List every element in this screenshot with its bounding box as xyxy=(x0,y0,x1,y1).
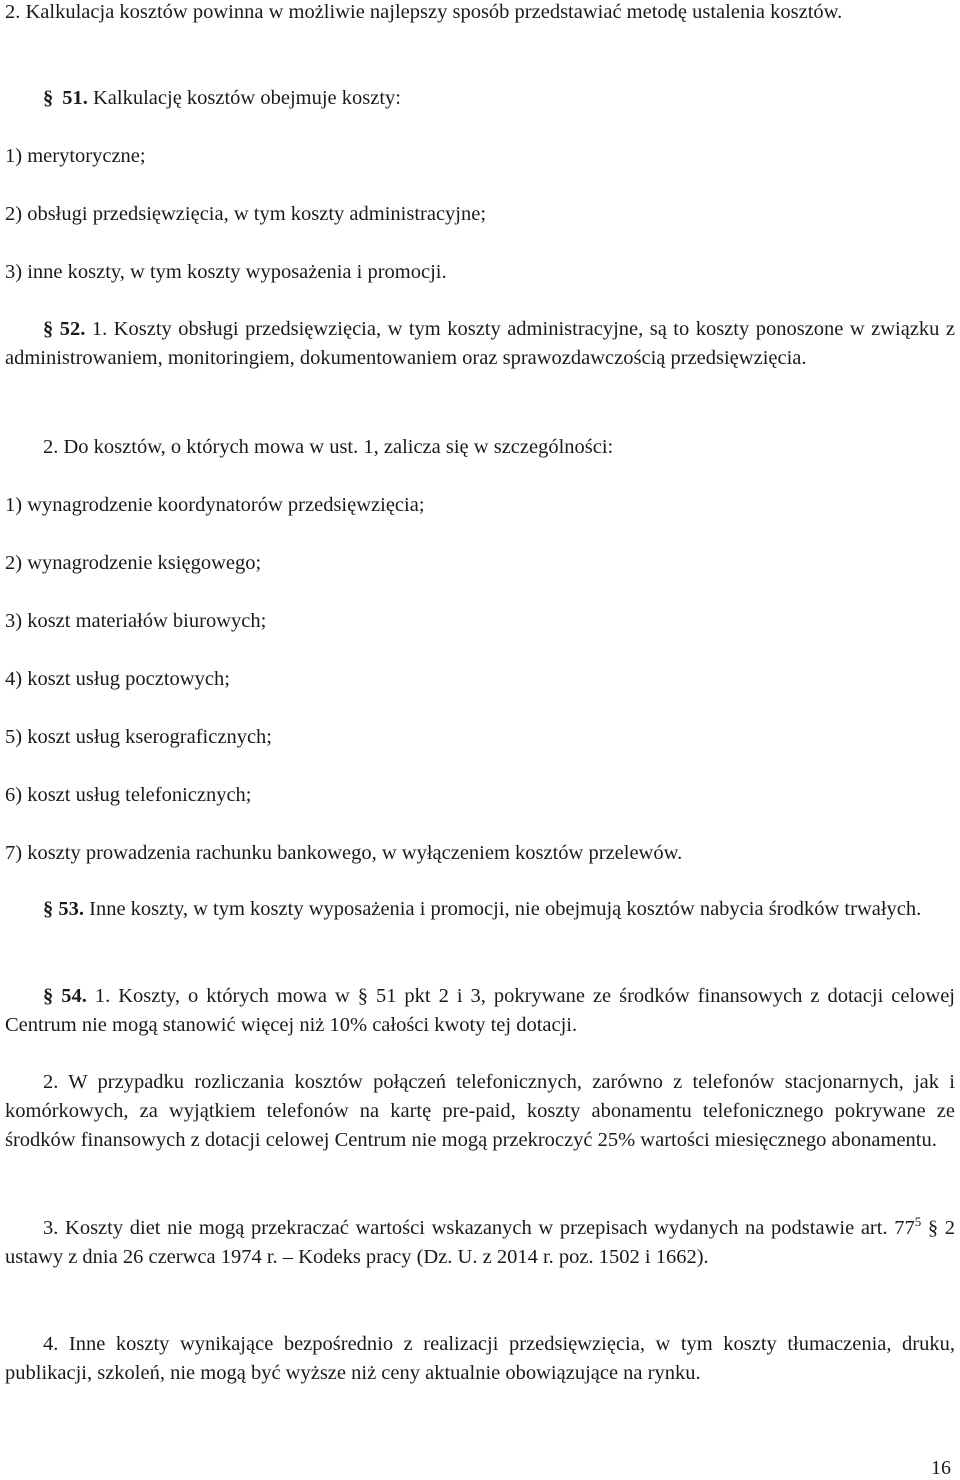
superscript: 5 xyxy=(914,1214,922,1229)
section-52-paragraph-2: 2. Do kosztów, o których mowa w ust. 1, zalicza się w szczególności: xyxy=(43,436,614,458)
list-item: 4) koszt usług pocztowych; xyxy=(5,668,230,690)
section-sign: § xyxy=(43,985,54,1007)
section-52-paragraph-1: § 52. 1. Koszty obsługi przedsięwzięcia, w tym koszty administracyjne, są to koszty ponoszone w związku z administrowaniem, monitoringiem, dokumentowaniem oraz sprawozdawczością przedsięwzięcia. xyxy=(5,318,956,369)
section-sign: § xyxy=(43,898,54,920)
section-54-paragraph-3: 3. Koszty diet nie mogą przekraczać wartości wskazanych w przepisach wydanych na podstawie art. $77^5$ § 2 ustawy z dnia 26 czerwca 1974 r. – Kodeks pracy (Dz. U. z 2014 r. poz. 1502 i 1662). xyxy=(5,1214,956,1268)
list-item: 5) koszt usług kserograficznych; xyxy=(5,726,272,748)
section-54-paragraph-2: 2. W przypadku rozliczania kosztów połączeń telefonicznych, zarówno z telefonów stacjonarnych, jak i komórkowych, za wyjątkiem telefonów na kartę pre-paid, koszty abonamentu telefonicznego pokrywane ze środków finansowych z dotacji celowej Centrum nie mogą przekroczyć 25% wartości miesięcznego abonamentu. xyxy=(5,1071,955,1151)
list-item: 1) merytoryczne; xyxy=(5,145,146,167)
list-item: 3) inne koszty, w tym koszty wyposażenia i promocji. xyxy=(5,261,447,283)
list-item: 7) koszty prowadzenia rachunku bankowego, w wyłączeniem kosztów przelewów. xyxy=(5,842,683,864)
section-sign: § xyxy=(43,318,54,340)
document-page xyxy=(5,0,955,1480)
list-item: 1) wynagrodzenie koordynatorów przedsięwzięcia; xyxy=(5,494,425,516)
section-54-paragraph-4: 4. Inne koszty wynikające bezpośrednio z realizacji przedsięwzięcia, w tym koszty tłumaczenia, druku, publikacji, szkoleń, nie mogą być wyższe niż ceny aktualnie obowiązujące na rynku. xyxy=(5,1333,955,1384)
list-item: 6) koszt usług telefonicznych; xyxy=(5,784,252,806)
list-item: 2) obsługi przedsięwzięcia, w tym koszty administracyjne; xyxy=(5,203,487,225)
paragraph-2-kalkulacja: 2. Kalkulacja kosztów powinna w możliwie najlepszy sposób przedstawiać metodę ustalenia kosztów. xyxy=(5,1,843,23)
section-54-paragraph-1: § 54. 1. Koszty, o których mowa w § 51 pkt 2 i 3, pokrywane ze środków finansowych z dotacji celowej Centrum nie mogą stanowić więcej niż 10% całości kwoty tej dotacji. xyxy=(5,985,955,1036)
list-item: 2) wynagrodzenie księgowego; xyxy=(5,552,262,574)
list-item: 3) koszt materiałów biurowych; xyxy=(5,610,267,632)
section-number: 51. xyxy=(62,87,88,109)
section-number: 53. xyxy=(58,898,84,920)
section-sign: § xyxy=(43,87,54,109)
page-number: 16 xyxy=(931,1457,951,1479)
section-number: 52. xyxy=(59,318,86,340)
section-number: 54. xyxy=(61,985,87,1007)
section-53-paragraph: § 53. Inne koszty, w tym koszty wyposażenia i promocji, nie obejmują kosztów nabycia środków trwałych. xyxy=(43,898,922,920)
section-51-heading: § 51. Kalkulację kosztów obejmuje koszty: xyxy=(43,87,401,109)
